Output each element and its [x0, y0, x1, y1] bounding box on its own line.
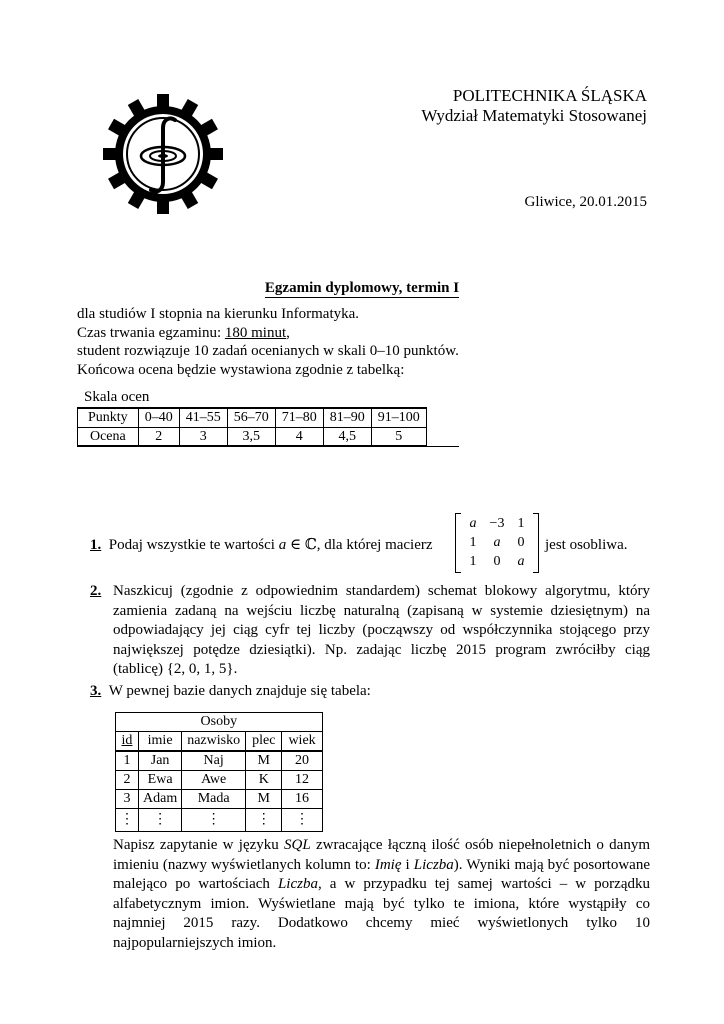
scale-grade-cell: 4,5 [323, 427, 371, 446]
matrix-cell: 1 [469, 535, 477, 550]
matrix-cell: 0 [517, 535, 525, 550]
question-1 [90, 536, 433, 555]
matrix-cell: 1 [469, 554, 477, 569]
table-cell: 1 [116, 751, 139, 771]
table-cell: ⋮ [246, 809, 282, 832]
osoby-header-row [116, 732, 323, 752]
scale-grade-cell: 2 [138, 427, 179, 446]
osoby-column-header: imie [139, 732, 182, 752]
table-cell: 16 [282, 790, 322, 809]
q2-text: Naszkicuj (zgodnie z odpowiednim standardem) schemat blokowy algorytmu, który zamienia zadaną na wejściu liczbę naturalną (zapisaną w systemie dziesiętnym) na odpowiadający jej ciąg cyfr tej liczby (począwszy od współczynnika stojącego przy największej potędze dziesiątki). Np. zadając liczbę 2015 program zwróciłby ciąg (tablicę) {2, 0, 1, 5}. [113, 583, 650, 677]
q1-text-after: jest osobliwa. [545, 537, 628, 553]
scale-caption: Skala ocen [84, 389, 150, 405]
scale-points-cell: 81–90 [323, 408, 371, 427]
table-row [116, 771, 323, 790]
university-name: POLITECHNIKA ŚLĄSKA [452, 86, 647, 105]
q3-head-text: W pewnej bazie danych znajduje się tabela: [108, 683, 371, 699]
matrix-cell: a [469, 516, 477, 531]
q3-column-name: Imię [374, 856, 402, 873]
intro-line-4: Końcowa ocena będzie wystawiona zgodnie z tabelką: [77, 361, 405, 378]
q3-body-part: , a w przypadku tej samej wartości – w porządku alfabetycznym imion. Wyświetlane mają być tylko te imiona, które wystąpiły co najmniej 2015 razy. Dodatkowo chcemy mieć wyświetlonych tylko 10 najpopularniejszych imion. [113, 876, 650, 951]
scale-bottom-rule [77, 446, 459, 447]
intro-duration-suffix: , [286, 324, 290, 341]
scale-row-label: Punkty [78, 408, 139, 427]
table-row [116, 790, 323, 809]
osoby-caption: Osoby [116, 713, 323, 732]
table-cell: Mada [182, 790, 246, 809]
intro-duration-prefix: Czas trwania egzaminu: [77, 324, 225, 341]
table-cell: Jan [139, 751, 182, 771]
table-cell: ⋮ [116, 809, 139, 832]
grading-scale-table [77, 407, 427, 447]
table-cell: Adam [139, 790, 182, 809]
scale-grade-cell: 3,5 [227, 427, 275, 446]
osoby-id-header: id [121, 733, 133, 749]
osoby-column-header: wiek [282, 732, 322, 752]
matrix-cell: −3 [489, 516, 505, 531]
q1-in-set: ∈ ℂ, dla której macierz [286, 537, 433, 553]
exam-title-text: Egzamin dyplomowy, termin I [264, 280, 460, 296]
intro-line-1: dla studiów I stopnia na kierunku Informatyka. [77, 306, 360, 322]
intro-duration: 180 minut [224, 324, 287, 341]
matrix-cell: 1 [517, 516, 525, 531]
scale-points-cell: 71–80 [275, 408, 323, 427]
table-cell: M [246, 751, 282, 771]
osoby-column-header: plec [246, 732, 282, 752]
table-cell: ⋮ [139, 809, 182, 832]
q3-body [113, 836, 650, 953]
q3-sql: SQL [284, 837, 311, 853]
table-cell: Awe [182, 771, 246, 790]
table-cell: K [246, 771, 282, 790]
scale-points-cell: 91–100 [371, 408, 426, 427]
q3-body-part: zwracające łączną ilość osób niepełnoletnich o danym imieniu (nazwy wyświetlanych kolumn to: [113, 837, 650, 873]
university-seal-icon [103, 94, 223, 214]
question-number: 1. [90, 537, 102, 553]
table-cell: M [246, 790, 282, 809]
table-cell: ⋮ [182, 809, 246, 832]
question-number: 2. [90, 583, 102, 599]
faculty-name: Wydział Matematyki Stosowanej [421, 106, 647, 125]
scale-grades-row [78, 427, 427, 446]
table-row [116, 751, 323, 771]
q3-column-name: Liczba [413, 856, 454, 873]
matrix-right-bracket [533, 513, 539, 573]
matrix-cell: a [493, 535, 501, 550]
q1-variable: a [278, 537, 287, 553]
matrix [455, 513, 539, 571]
question-number: 3. [90, 683, 102, 699]
q3-column-name: Liczba [277, 876, 318, 892]
q1-text-before: Podaj wszystkie te wartości [108, 537, 279, 553]
dateline: Gliwice, 20.01.2015 [524, 194, 647, 210]
table-cell: 20 [282, 751, 322, 771]
scale-points-cell: 41–55 [179, 408, 227, 427]
osoby-column-header [116, 732, 139, 752]
scale-grade-cell: 5 [371, 427, 426, 446]
exam-title [0, 279, 724, 298]
scale-points-cell: 0–40 [138, 408, 179, 427]
scale-row-label: Ocena [78, 427, 139, 446]
question-3-heading [90, 682, 371, 701]
q3-body-part: Napisz zapytanie w języku [113, 837, 285, 853]
table-cell: 3 [116, 790, 139, 809]
intro-line-2 [77, 324, 459, 343]
scale-points-cell: 56–70 [227, 408, 275, 427]
table-cell: 2 [116, 771, 139, 790]
intro-paragraph [77, 305, 459, 379]
question-2 [90, 582, 650, 680]
table-cell: ⋮ [282, 809, 322, 832]
intro-line-3: student rozwiązuje 10 zadań ocenianych w skali 0–10 punktów. [77, 343, 459, 359]
scale-grade-cell: 4 [275, 427, 323, 446]
osoby-column-header: nazwisko [182, 732, 246, 752]
matrix-cell: 0 [493, 554, 501, 569]
osoby-table [115, 712, 323, 832]
scale-grade-cell: 3 [179, 427, 227, 446]
university-header [421, 86, 647, 126]
table-cell: Ewa [139, 771, 182, 790]
matrix-cell: a [517, 554, 525, 569]
scale-points-row [78, 408, 427, 427]
q3-body-part: i [401, 856, 414, 873]
table-cell: 12 [282, 771, 322, 790]
q3-body-part: ). Wyniki mają być posortowane malejąco po wartościach [113, 856, 651, 892]
table-row [116, 809, 323, 832]
table-cell: Naj [182, 751, 246, 771]
